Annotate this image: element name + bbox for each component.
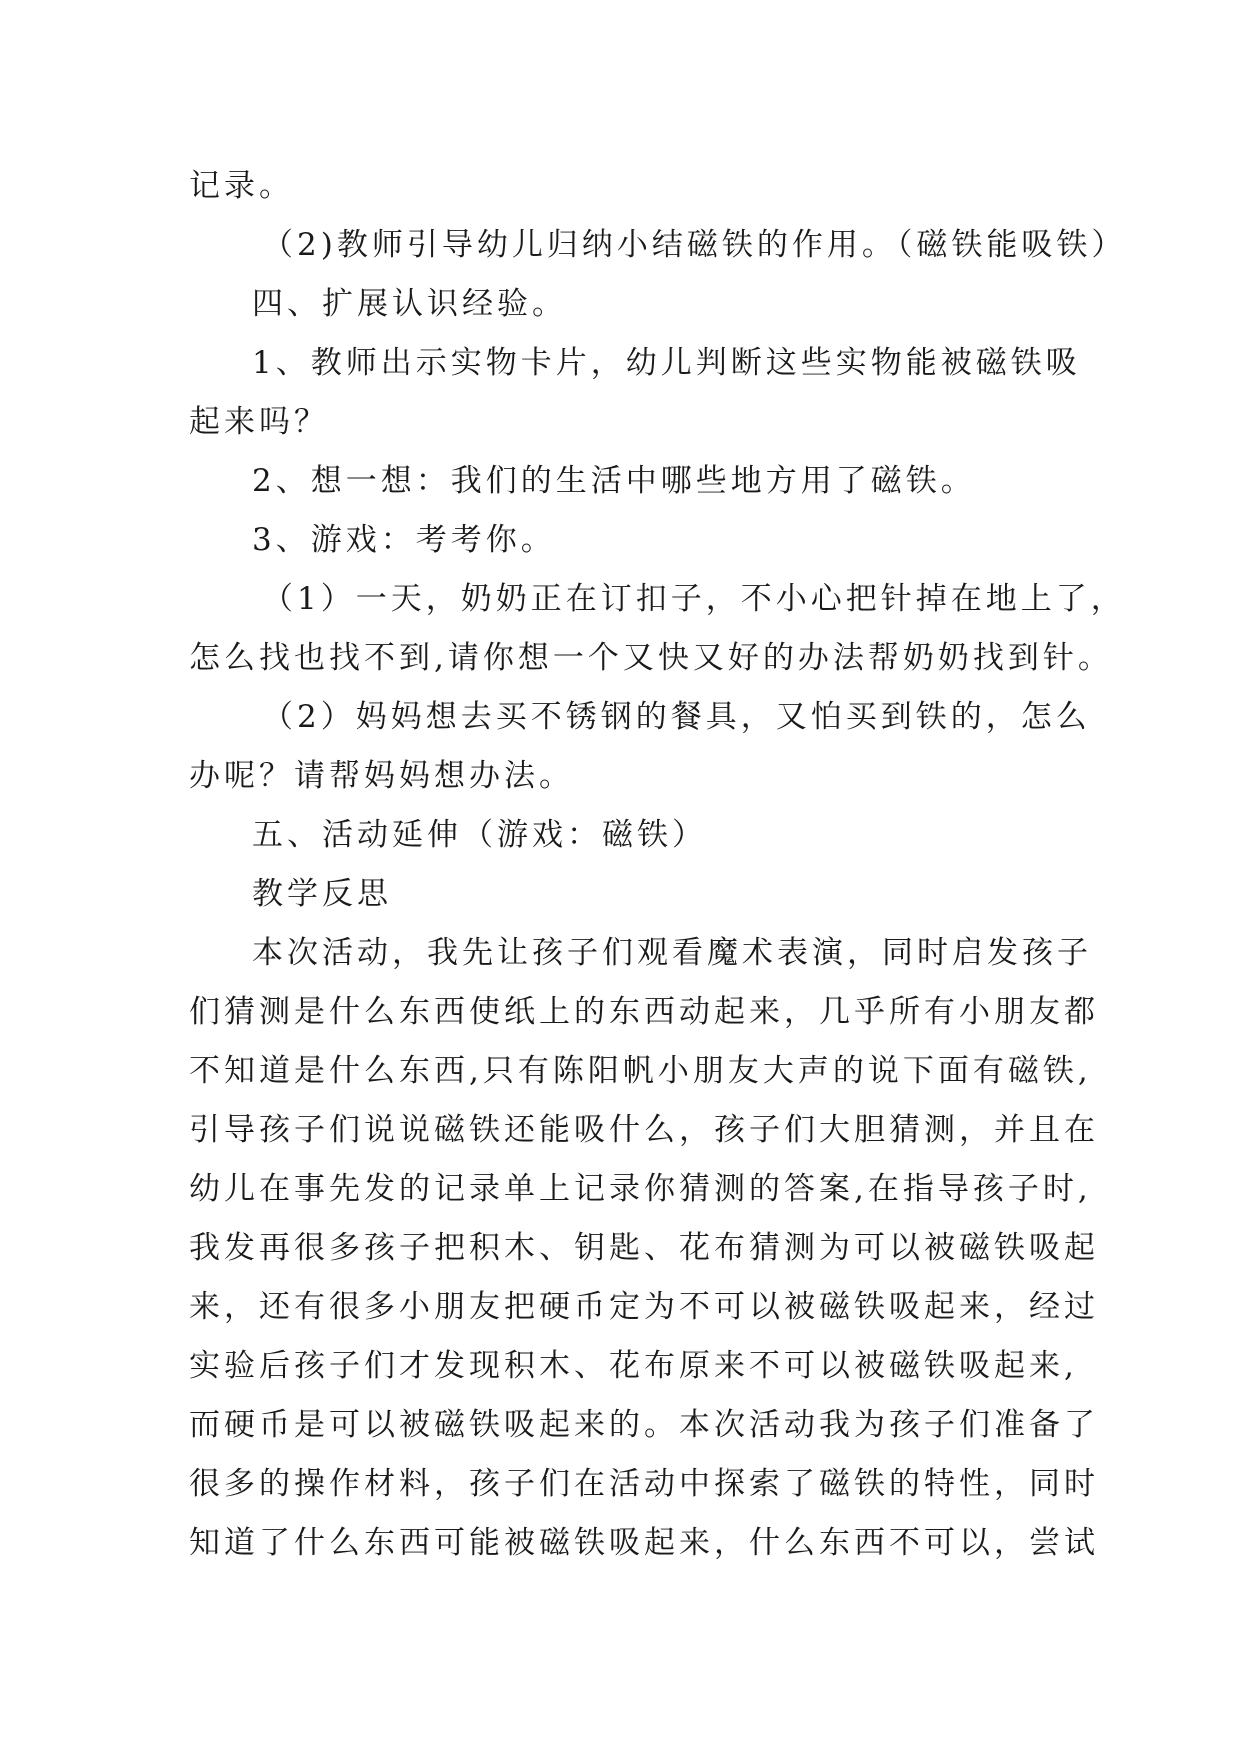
text-line: （2)教师引导幼儿归纳小结磁铁的作用。（磁铁能吸铁） bbox=[262, 227, 1127, 263]
text-line: 们猜测是什么东西使纸上的东西动起来，几乎所有小朋友都 bbox=[189, 994, 1099, 1030]
section-heading: 五、活动延伸（游戏：磁铁） bbox=[252, 817, 707, 853]
text-line: 3、游戏：考考你。 bbox=[252, 522, 556, 558]
section-heading: 教学反思 bbox=[252, 876, 392, 912]
text-line: 2、想一想：我们的生活中哪些地方用了磁铁。 bbox=[252, 463, 976, 499]
text-line: 起来吗？ bbox=[189, 404, 329, 440]
text-line: 我发再很多孩子把积木、钥匙、花布猜测为可以被磁铁吸起 bbox=[189, 1230, 1099, 1266]
text-line: （1）一天，奶奶正在订扣子，不小心把针掉在地上了， bbox=[262, 581, 1126, 617]
text-line: 来，还有很多小朋友把硬币定为不可以被磁铁吸起来，经过 bbox=[189, 1289, 1099, 1325]
text-line: 很多的操作材料，孩子们在活动中探索了磁铁的特性，同时 bbox=[189, 1466, 1099, 1502]
text-line: 办呢？请帮妈妈想办法。 bbox=[189, 758, 574, 794]
text-line: 而硬币是可以被磁铁吸起来的。本次活动我为孩子们准备了 bbox=[189, 1407, 1099, 1443]
text-line: 1、教师出示实物卡片，幼儿判断这些实物能被磁铁吸 bbox=[252, 345, 1081, 381]
text-line: 知道了什么东西可能被磁铁吸起来，什么东西不可以，尝试 bbox=[189, 1525, 1099, 1561]
text-line: 引导孩子们说说磁铁还能吸什么，孩子们大胆猜测，并且在 bbox=[189, 1112, 1099, 1148]
text-line: （2）妈妈想去买不锈钢的餐具，又怕买到铁的，怎么 bbox=[262, 699, 1091, 735]
text-line: 记录。 bbox=[189, 168, 294, 204]
text-line: 本次活动，我先让孩子们观看魔术表演，同时启发孩子 bbox=[252, 935, 1092, 971]
text-line: 怎么找也找不到,请你想一个又快又好的办法帮奶奶找到针。 bbox=[189, 640, 1113, 676]
text-line: 实验后孩子们才发现积木、花布原来不可以被磁铁吸起来, bbox=[189, 1348, 1078, 1384]
text-line: 幼儿在事先发的记录单上记录你猜测的答案,在指导孩子时, bbox=[189, 1171, 1092, 1207]
text-line: 不知道是什么东西,只有陈阳帆小朋友大声的说下面有磁铁, bbox=[189, 1053, 1092, 1089]
section-heading: 四、扩展认识经验。 bbox=[252, 286, 567, 322]
